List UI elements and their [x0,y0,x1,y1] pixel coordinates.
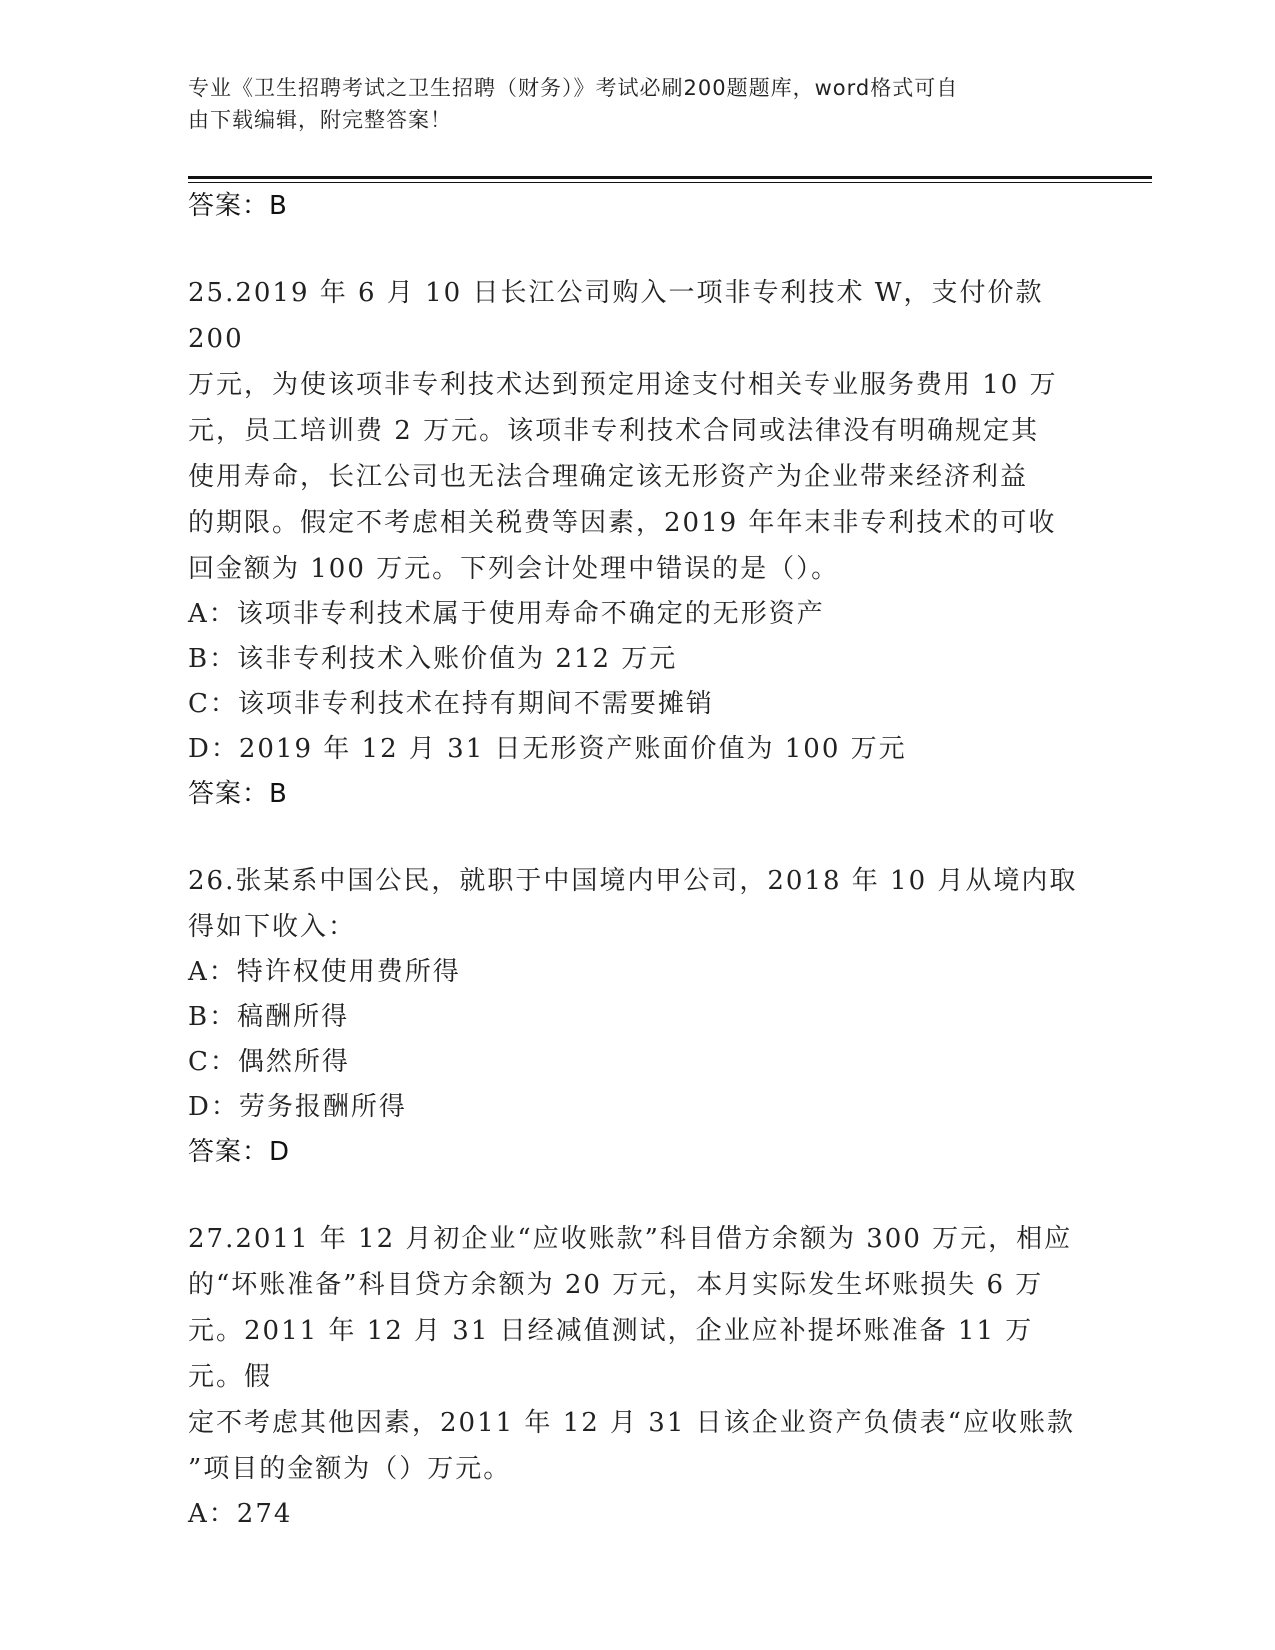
question-25-option-b: B：该非专利技术入账价值为 212 万元 [188,644,678,674]
question-26-option-b: B：稿酬所得 [188,1002,350,1032]
question-27-line-5: ”项目的金额为（）万元。 [188,1454,512,1484]
document-header [188,72,1068,136]
question-25-option-a: A：该项非专利技术属于使用寿命不确定的无形资产 [188,599,825,629]
answer-25: 答案：B [188,779,288,809]
question-26-option-a: A：特许权使用费所得 [188,957,461,987]
answer-24: 答案：B [188,191,288,221]
header-divider-thick [188,176,1152,179]
header-divider-thin [188,182,1152,183]
question-27-option-a: A：274 [188,1499,293,1529]
question-25-line-1: 25.2019 年 6 月 10 日长江公司购入一项非专利技术 W，支付价款 200 [188,278,1044,354]
question-25-option-d: D：2019 年 12 月 31 日无形资产账面价值为 100 万元 [188,734,907,764]
question-26-option-d: D：劳务报酬所得 [188,1092,407,1122]
question-26 [188,858,1088,1174]
header-line-2: 由下载编辑，附完整答案！ [188,108,452,132]
header-line-1: 专业《卫生招聘考试之卫生招聘（财务）》考试必刷200题题库，word格式可自 [188,76,959,100]
question-27 [188,1216,1088,1537]
question-25-line-4: 使用寿命，长江公司也无法合理确定该无形资产为企业带来经济利益 [188,462,1029,492]
question-27-line-4: 定不考虑其他因素，2011 年 12 月 31 日该企业资产负债表“应收账款 [188,1408,1075,1438]
question-26-line-2: 得如下收入： [188,912,357,942]
question-25-line-6: 回金额为 100 万元。下列会计处理中错误的是（）。 [188,554,840,584]
question-25-line-2: 万元，为使该项非专利技术达到预定用途支付相关专业服务费用 10 万 [188,370,1058,400]
document-body [188,184,1088,1537]
question-25-line-5: 的期限。假定不考虑相关税费等因素，2019 年年末非专利技术的可收 [188,508,1057,538]
question-25-line-3: 元，员工培训费 2 万元。该项非专利技术合同或法律没有明确规定其 [188,416,1040,446]
question-27-line-2: 的“坏账准备”科目贷方余额为 20 万元，本月实际发生坏账损失 6 万 [188,1270,1044,1300]
answer-26: 答案：D [188,1137,291,1167]
question-26-option-c: C：偶然所得 [188,1047,350,1077]
question-25-option-c: C：该项非专利技术在持有期间不需要摊销 [188,689,714,719]
question-27-line-1: 27.2011 年 12 月初企业“应收账款”科目借方余额为 300 万元，相应 [188,1224,1073,1254]
question-26-line-1: 26.张某系中国公民，就职于中国境内甲公司，2018 年 10 月从境内取 [188,866,1078,896]
question-25 [188,270,1088,816]
question-27-line-3: 元。2011 年 12 月 31 日经减值测试，企业应补提坏账准备 11 万元。假 [188,1316,1034,1392]
